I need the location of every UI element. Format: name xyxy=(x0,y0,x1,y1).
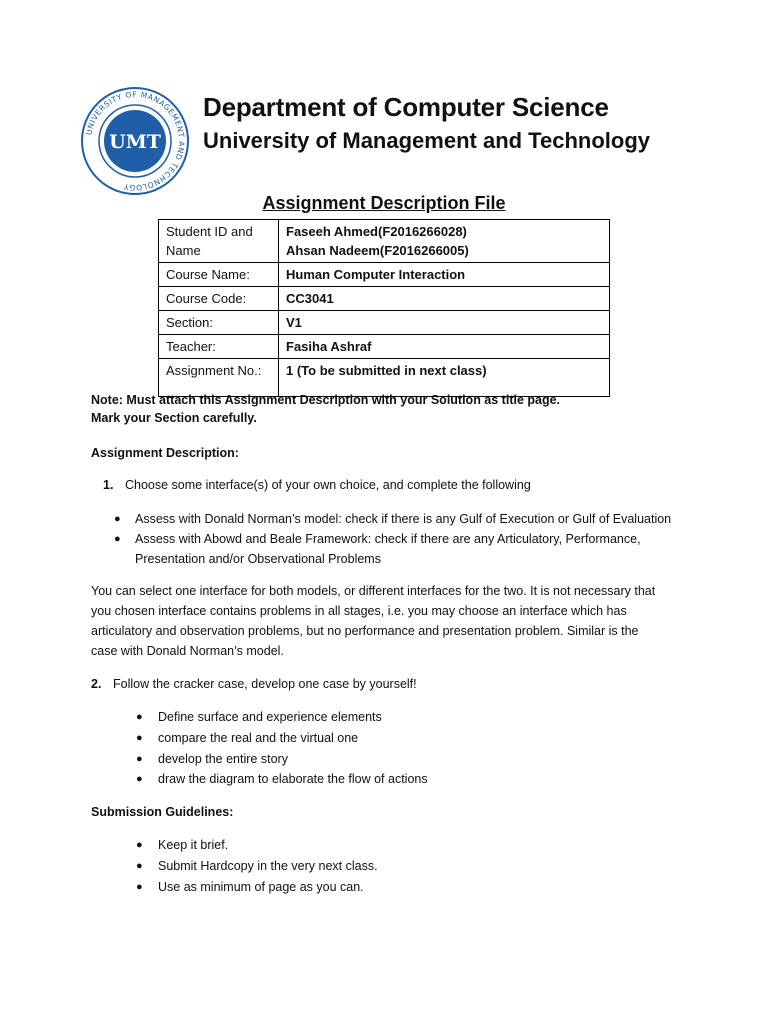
note-line-2: Mark your Section carefully. xyxy=(91,411,257,425)
bullet-icon: ● xyxy=(114,513,121,525)
table-cell-key: Student ID and Name xyxy=(159,220,279,263)
table-row xyxy=(159,220,610,263)
list-item: develop the entire story xyxy=(158,752,288,766)
table-row xyxy=(159,311,610,335)
table-cell-value: CC3041 xyxy=(279,287,610,311)
bullet-icon: ● xyxy=(114,533,121,545)
list-item: Assess with Donald Norman’s model: check if there is any Gulf of Execution or Gulf of Evaluation xyxy=(135,512,672,526)
table-cell-key: Course Name: xyxy=(159,263,279,287)
table-cell-value: 1 (To be submitted in next class) xyxy=(279,359,610,397)
table-cell-key: Assignment No.: xyxy=(159,359,279,397)
bullet-icon: ● xyxy=(136,839,143,851)
table-cell-value: Human Computer Interaction xyxy=(279,263,610,287)
table-cell-value: V1 xyxy=(279,311,610,335)
list-item: Use as minimum of page as you can. xyxy=(158,880,364,894)
table-cell-key: Teacher: xyxy=(159,335,279,359)
table-row xyxy=(159,335,610,359)
paragraph-line: articulatory and observation problems, but no performance and presentation problem. Similar is the xyxy=(91,624,639,638)
paragraph-line: case with Donald Norman’s model. xyxy=(91,644,284,658)
table-cell-value: Fasiha Ashraf xyxy=(279,335,610,359)
list-number: 2. xyxy=(91,677,102,691)
list-item: draw the diagram to elaborate the flow of actions xyxy=(158,772,428,786)
list-item: compare the real and the virtual one xyxy=(158,731,359,745)
bullet-icon: ● xyxy=(136,773,143,785)
bullet-icon: ● xyxy=(136,711,143,723)
list-item: Submit Hardcopy in the very next class. xyxy=(158,859,378,873)
paragraph-line: you chosen interface contains problems in all stages, i.e. you may choose an interface which has xyxy=(91,604,627,618)
bullet-icon: ● xyxy=(136,753,143,765)
table-row xyxy=(159,263,610,287)
list-item: Presentation and/or Observational Problems xyxy=(135,552,381,566)
list-item: Assess with Abowd and Beale Framework: check if there are any Articulatory, Performance, xyxy=(135,532,641,546)
bullet-icon: ● xyxy=(136,860,143,872)
assignment-info-table xyxy=(158,219,610,397)
table-cell-key: Section: xyxy=(159,311,279,335)
list-item: Follow the cracker case, develop one case by yourself! xyxy=(113,677,417,691)
bullet-icon: ● xyxy=(136,881,143,893)
university-title: University of Management and Technology xyxy=(203,128,650,153)
document-title: Assignment Description File xyxy=(262,193,506,213)
table-cell-key: Course Code: xyxy=(159,287,279,311)
note-line-1: Note: Must attach this Assignment Description with your Solution as title page. xyxy=(91,393,561,407)
table-cell-value: Faseeh Ahmed(F2016266028) Ahsan Nadeem(F2016266005) xyxy=(279,220,610,263)
logo-ring-text: UNIVERSITY OF MANAGEMENT AND TECHNOLOGY xyxy=(84,89,187,193)
list-number: 1. xyxy=(103,478,114,492)
paragraph-line: You can select one interface for both models, or different interfaces for the two. It is not necessary that xyxy=(91,584,656,598)
list-item: Define surface and experience elements xyxy=(158,710,382,724)
logo-text: UMT xyxy=(109,131,161,153)
department-title: Department of Computer Science xyxy=(203,92,609,122)
description-heading: Assignment Description: xyxy=(91,446,239,460)
table-row xyxy=(159,287,610,311)
bullet-icon: ● xyxy=(136,732,143,744)
submission-heading: Submission Guidelines: xyxy=(91,805,234,819)
list-item: Choose some interface(s) of your own choice, and complete the following xyxy=(125,478,531,492)
umt-logo-icon xyxy=(80,86,190,196)
list-item: Keep it brief. xyxy=(158,838,229,852)
